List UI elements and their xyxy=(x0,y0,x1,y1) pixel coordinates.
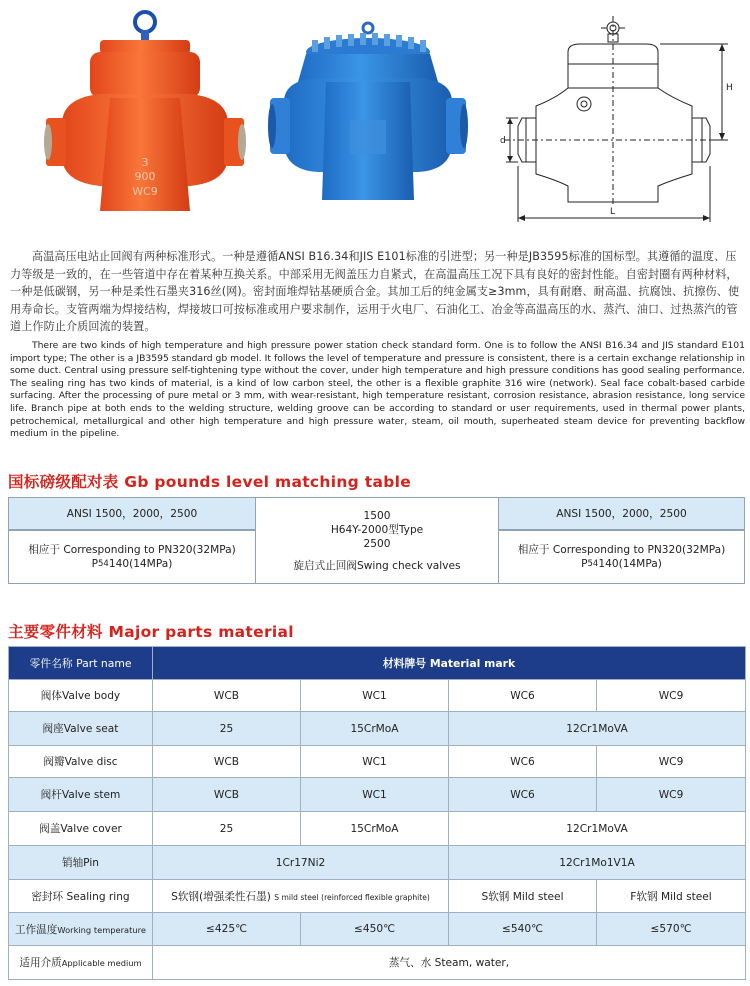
gb-right-ansi-text: ANSI 1500，2000，2500 xyxy=(556,508,687,520)
gb-middle-2500: 2500 xyxy=(363,537,391,550)
table-row xyxy=(9,680,746,712)
table-cell: ≤570℃ xyxy=(597,913,746,946)
dim-label-d: d xyxy=(500,136,506,146)
row-label-stem: 阀杆Valve stem xyxy=(9,778,153,812)
table-cell: 15CrMoA xyxy=(301,712,449,746)
gb-left-ansi xyxy=(8,497,256,530)
table-cell: F软钢 Mild steel xyxy=(597,880,746,913)
gb-left-ansi-text: ANSI 1500，2000，2500 xyxy=(66,508,198,520)
table-cell: S软钢 Mild steel xyxy=(449,880,597,913)
table-cell: ≤540℃ xyxy=(449,913,597,946)
table-cell: S软钢(增强柔性石墨) S mild steel (reinforced flexible graphite) xyxy=(153,880,449,913)
table-cell: WCB xyxy=(153,778,301,812)
table-cell: WC9 xyxy=(597,680,746,712)
row-label-pin: 销轴Pin xyxy=(9,846,153,880)
table-row xyxy=(9,913,746,946)
gb-left-pn xyxy=(8,530,256,584)
table-cell: WC6 xyxy=(449,778,597,812)
table-cell: WCB xyxy=(153,746,301,778)
row-label-temperature: 工作温度Working temperature xyxy=(9,913,153,946)
header-part-name: 零件名称 Part name xyxy=(9,647,153,680)
dim-label-l: L xyxy=(610,207,616,217)
table-cell: WC1 xyxy=(301,746,449,778)
intro-english: There are two kinds of high temperature and high pressure power station check standard form. One is to follow the ANSI B16.34 and JIS standard E101 import type; The other is a JB3595 standard gb model. It follows the level of temperature and pressure is consistent, there is a certain exchange relationship in some duct. Central using pressure self-tightening type without the cover, under high temperature and high pressure conditions has good sealing performance. The sealing ring has two kinds of material, is a kind of low carbon steel, the other is a flexible graphite 316 wire (network). Seal face cobalt-based carbide surfacing. After the processing of pure metal or 3 mm, with wear-resistant, high temperature resistant, corrosion resistance, abrasion resistance, long service life. Branch pipe at both ends to the welding structure, welding groove can be according to standard or user requirements, used in thermal power plants, petrochemical, metallurgical and other high temperature and high pressure water, steam, oil mouth, superheated steam device for preventing backflow medium in the pipeline. xyxy=(10,340,745,440)
valve-marking-3: WC9 xyxy=(132,185,158,198)
gb-middle-1500: 1500 xyxy=(363,509,391,522)
parts-table-title: 主要零件材料 Major parts material xyxy=(8,623,294,641)
table-cell: ≤425℃ xyxy=(153,913,301,946)
row-label-medium: 适用介质Applicable medium xyxy=(9,946,153,980)
table-cell: WC1 xyxy=(301,680,449,712)
valve-marking-1: 3 xyxy=(141,156,149,169)
table-cell: 12Cr1MoVA xyxy=(449,812,746,846)
row-label-cover: 阀盖Valve cover xyxy=(9,812,153,846)
gb-middle-swing: 旋启式止回阀Swing check valves xyxy=(293,559,461,572)
table-row xyxy=(9,712,746,746)
row-label-sealing: 密封环 Sealing ring xyxy=(9,880,153,913)
gb-pounds-table xyxy=(8,497,745,584)
table-cell: WC9 xyxy=(597,778,746,812)
gb-right-pn-line2: P54140(14MPa) xyxy=(581,558,662,570)
blue-check-valve-photo xyxy=(268,22,468,202)
orange-check-valve-photo xyxy=(40,6,250,216)
table-cell: 12Cr1Mo1V1A xyxy=(449,846,746,880)
gb-right-pn-line1: 相应于 Corresponding to PN320(32MPa) xyxy=(517,544,726,556)
table-cell: 1Cr17Ni2 xyxy=(153,846,449,880)
table-cell: ≤450℃ xyxy=(301,913,449,946)
gb-left-pn-line2: P54140(14MPa) xyxy=(91,558,173,570)
table-row xyxy=(9,778,746,812)
table-row xyxy=(9,812,746,846)
valve-marking-2: 900 xyxy=(134,170,156,183)
table-row xyxy=(9,746,746,778)
row-label-disc: 阀瓣Valve disc xyxy=(9,746,153,778)
table-cell: WC9 xyxy=(597,746,746,778)
gb-right-ansi xyxy=(498,497,745,530)
table-cell: 蒸气、水 Steam, water, xyxy=(153,946,746,980)
table-cell: WC6 xyxy=(449,680,597,712)
gb-middle-type xyxy=(255,497,499,584)
row-label-body: 阀体Valve body xyxy=(9,680,153,712)
gb-left-pn-line1: 相应于 Corresponding to PN320(32MPa) xyxy=(28,544,236,556)
table-cell: WC1 xyxy=(301,778,449,812)
gb-middle-model: H64Y-2000型Type xyxy=(330,523,424,536)
table-cell: 25 xyxy=(153,812,301,846)
product-images xyxy=(0,0,750,228)
table-cell: 12Cr1MoVA xyxy=(449,712,746,746)
dim-label-h: H xyxy=(726,83,733,93)
row-label-seat: 阀座Valve seat xyxy=(9,712,153,746)
table-row xyxy=(9,846,746,880)
parts-header-row xyxy=(9,647,746,680)
parts-material-table xyxy=(8,646,746,980)
table-row xyxy=(9,880,746,913)
valve-dimension-drawing xyxy=(496,6,732,228)
table-cell: WCB xyxy=(153,680,301,712)
table-cell: WC6 xyxy=(449,746,597,778)
gb-right-pn xyxy=(498,530,745,584)
table-cell: 25 xyxy=(153,712,301,746)
intro-chinese: 高温高压电站止回阀有两种标准形式。一种是遵循ANSI B16.34和JIS E101标准的引进型；另一种是JB3595标准的国标型。其遵循的温度、压力等级是一致的，在一些管道中存在着某种互换关系。中部采用无阀盖压力自紧式，在高温高压工况下具有良好的密封性能。自密封圈有两种材料，一种是低碳钢，另一种是柔性石墨夹316丝(网)。密封面堆焊钴基硬质合金。其加工后的纯金属支≥3mm，具有耐磨、耐高温、抗腐蚀、抗擦伤、使用寿命长。支管两端为焊接结构，焊接坡口可按标准或用户要求制作，运用于火电厂、石油化工、冶金等高温高压的水、蒸汽、油口、过热蒸汽的管道上作防止介质回流的装置。 xyxy=(10,250,740,334)
table-cell: 15CrMoA xyxy=(301,812,449,846)
gb-table-title: 国标磅级配对表 Gb pounds level matching table xyxy=(8,473,412,491)
table-row xyxy=(9,946,746,980)
header-material-mark: 材料牌号 Material mark xyxy=(153,647,746,680)
